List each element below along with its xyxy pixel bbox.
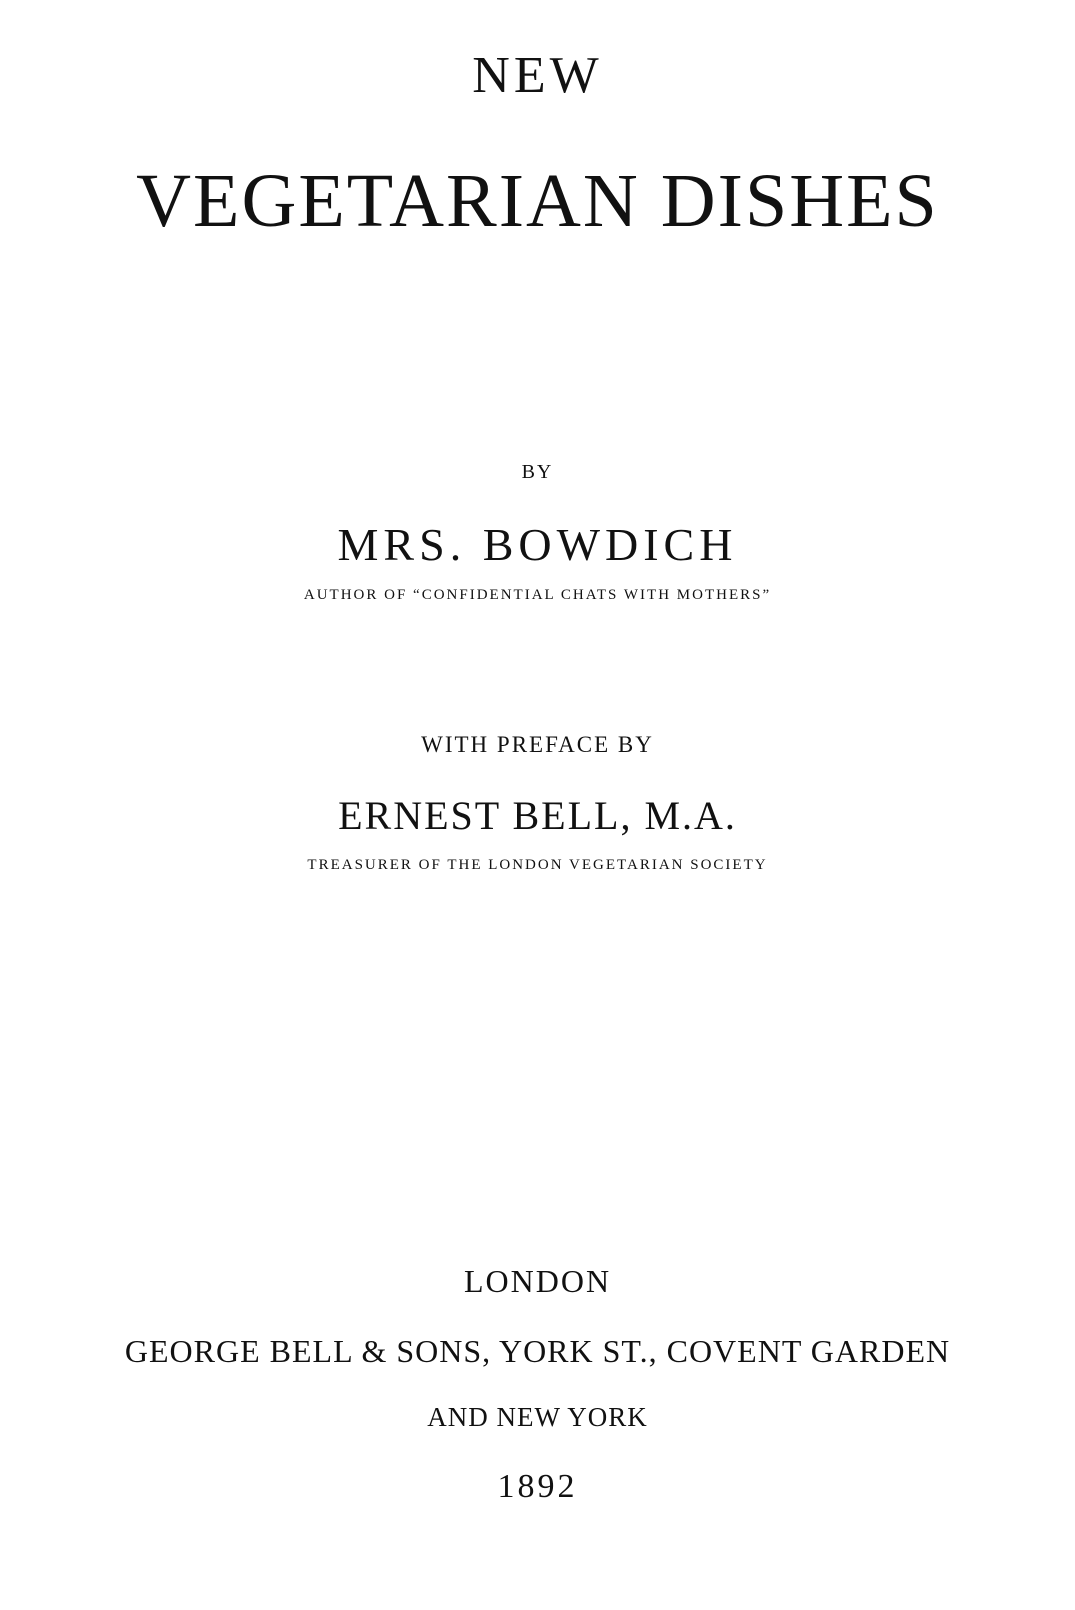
imprint-city: LONDON	[463, 1263, 612, 1299]
title-line-new: NEW	[472, 47, 603, 104]
imprint-secondary-city: AND NEW YORK	[427, 1402, 648, 1432]
preface-label: WITH PREFACE BY	[421, 732, 654, 757]
by-label: BY	[521, 461, 554, 483]
title-line-vegetarian-dishes: VEGETARIAN DISHES	[136, 159, 939, 243]
imprint-publisher: GEORGE BELL & SONS, YORK ST., COVENT GARDEN	[124, 1333, 951, 1369]
preface-author-credit: TREASURER OF THE LONDON VEGETARIAN SOCIETY	[307, 857, 768, 873]
author-name: MRS. BOWDICH	[337, 519, 738, 570]
imprint-year: 1892	[497, 1468, 578, 1505]
author-credit: AUTHOR OF “CONFIDENTIAL CHATS WITH MOTHERS”	[303, 587, 772, 603]
preface-author-name: ERNEST BELL, M.A.	[338, 793, 737, 838]
